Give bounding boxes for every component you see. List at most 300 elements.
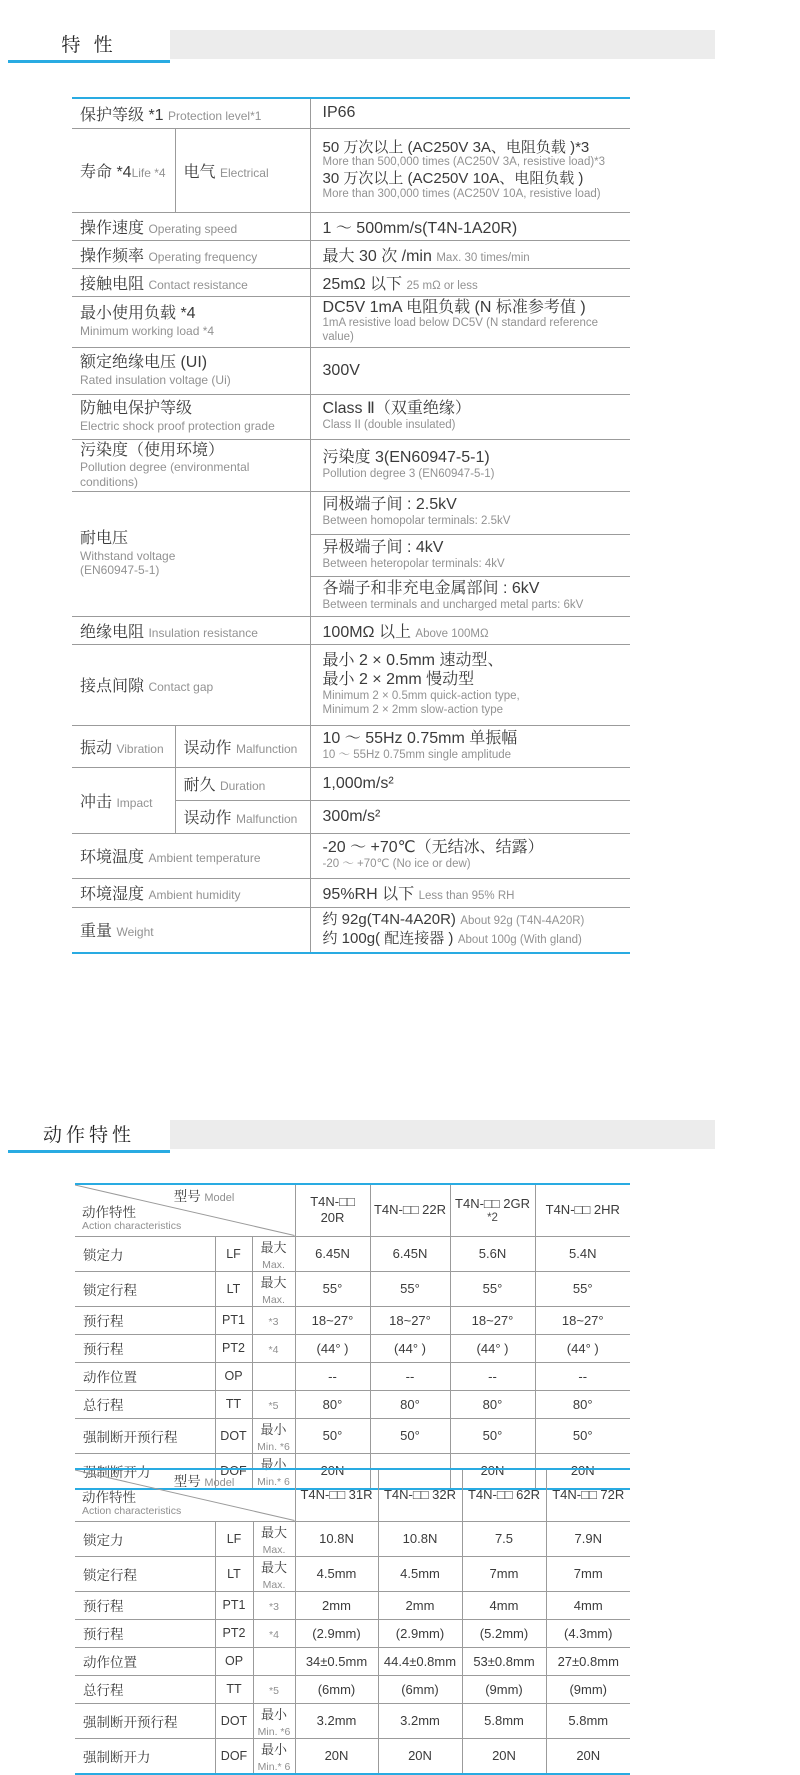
row-qualifier xyxy=(253,1521,295,1556)
cell-value: 55° xyxy=(370,1271,450,1306)
section-header-bar xyxy=(170,30,715,59)
cell-value xyxy=(310,725,630,767)
cell-value: 55° xyxy=(450,1271,535,1306)
row-label xyxy=(72,644,310,725)
row-label: 锁定行程 xyxy=(75,1271,215,1306)
row-label: 锁定力 xyxy=(75,1236,215,1271)
qualifier-zh: 最小 xyxy=(260,1421,287,1437)
zh-text: 保护等级 *1 xyxy=(80,106,164,124)
cell-value: 20N xyxy=(295,1453,370,1489)
row-label xyxy=(72,394,310,439)
qualifier-en: *4 xyxy=(269,1628,279,1641)
column-header: T4N-□□ 31R xyxy=(295,1469,378,1521)
row-qualifier xyxy=(253,1703,295,1738)
qualifier-en: Min.* 6 xyxy=(257,1760,291,1773)
action-table-2 xyxy=(75,1468,630,1775)
zh-text: 防触电保护等级 xyxy=(80,399,193,417)
row-label: 预行程 xyxy=(75,1591,215,1619)
en-text: Operating frequency xyxy=(148,249,258,264)
action-row xyxy=(75,1334,630,1362)
row-code: DOF xyxy=(215,1738,253,1774)
row-qualifier xyxy=(252,1271,295,1306)
qualifier-en: Min. *6 xyxy=(257,1440,290,1453)
zh-text: 耐电压 xyxy=(80,530,129,548)
qualifier-en: *5 xyxy=(268,1399,279,1412)
en-text: Weight xyxy=(116,925,154,940)
en-text: Model xyxy=(204,1477,235,1489)
spec-row-operating-frequency xyxy=(72,240,630,268)
value-en: Between terminals and uncharged metal parts: 6kV xyxy=(322,598,584,611)
en-text: Protection level*1 xyxy=(168,108,262,123)
cell-value: 5.8mm xyxy=(546,1703,630,1738)
cell-value: 7mm xyxy=(462,1556,546,1591)
action-row xyxy=(75,1362,630,1390)
spec-row-vibration xyxy=(72,725,630,767)
cell-value: 3.2mm xyxy=(295,1703,378,1738)
value-zh: 约 92g(T4N-4A20R) xyxy=(322,911,456,929)
zh-text: 环境温度 xyxy=(80,849,145,867)
action-row xyxy=(75,1703,630,1738)
spec-row-contact-resistance xyxy=(72,268,630,296)
row-label: 总行程 xyxy=(75,1675,215,1703)
cell-value: (9mm) xyxy=(462,1675,546,1703)
en-text: Impact xyxy=(116,795,153,810)
section-title-box xyxy=(8,1120,170,1153)
row-label xyxy=(72,347,310,394)
cell-value xyxy=(310,616,630,644)
cell-value: 80° xyxy=(450,1390,535,1418)
zh-text: 接触电阻 xyxy=(80,275,145,293)
value-zh: 约 100g( 配连接器 ) xyxy=(322,929,454,947)
action-row xyxy=(75,1591,630,1619)
value-en: 10 ～ 55Hz 0.75mm single amplitude xyxy=(322,748,512,761)
qualifier-zh: 最大 xyxy=(260,1239,287,1255)
row-qualifier xyxy=(253,1591,295,1619)
en-text: Contact gap xyxy=(148,680,214,695)
value-en: Max. 30 times/min xyxy=(436,251,530,264)
row-code: LF xyxy=(215,1236,252,1271)
spec-row-contact-gap xyxy=(72,644,630,725)
cell-value: 10.8N xyxy=(378,1521,462,1556)
qualifier-en: Max. xyxy=(262,1578,286,1591)
row-label: 预行程 xyxy=(75,1306,215,1334)
value-en: Pollution degree 3 (EN60947-5-1) xyxy=(322,467,495,480)
cell-value xyxy=(310,800,630,833)
en-text: Contact resistance xyxy=(148,277,248,292)
row-label xyxy=(72,725,175,767)
cell-value: 18~27° xyxy=(295,1306,370,1334)
column-header: T4N-□□ 2HR xyxy=(535,1184,630,1236)
value-en: 1mA resistive load below DC5V (N standard reference value) xyxy=(322,317,599,343)
row-qualifier xyxy=(252,1418,295,1453)
cell-value: 20N xyxy=(535,1453,630,1489)
zh-text: 环境湿度 xyxy=(80,886,145,904)
column-header: T4N-□□ 72R xyxy=(546,1469,630,1521)
column-header: T4N-□□ 22R xyxy=(370,1184,450,1236)
spec-row-pollution-degree xyxy=(72,439,630,491)
row-label: 锁定行程 xyxy=(75,1556,215,1591)
value-zh: DC5V 1mA 电阻负载 (N 标准参考值 ) xyxy=(322,298,586,316)
row-label: 动作位置 xyxy=(75,1647,215,1675)
row-code: PT1 xyxy=(215,1306,252,1334)
action-table-2-container xyxy=(75,1468,630,1775)
cell-value: 20N xyxy=(546,1738,630,1774)
cell-value xyxy=(310,240,630,268)
value-zh: -20 ～ +70℃（无结冰、结露） xyxy=(322,839,544,857)
spec-row-protection xyxy=(72,98,630,128)
row-code: TT xyxy=(215,1390,252,1418)
en-text: Rated insulation voltage (Ui) xyxy=(80,372,231,387)
qualifier-zh: 最大 xyxy=(260,1559,287,1575)
value-zh: 最大 30 次 /min xyxy=(322,247,432,265)
row-label xyxy=(72,833,310,878)
action-row xyxy=(75,1556,630,1591)
cell-value xyxy=(310,128,630,212)
row-qualifier xyxy=(252,1306,295,1334)
cell-value: -- xyxy=(370,1362,450,1390)
qualifier-en: *3 xyxy=(269,1600,279,1613)
zh-text: 额定绝缘电压 (UI) xyxy=(80,353,208,371)
row-qualifier xyxy=(252,1236,295,1271)
cell-value: 27±0.8mm xyxy=(546,1647,630,1675)
row-code: DOF xyxy=(215,1453,252,1489)
en-text: Life *4 xyxy=(131,165,166,180)
section-header-action-characteristics xyxy=(8,1120,715,1160)
action-row xyxy=(75,1390,630,1418)
en-text: Model xyxy=(204,1192,235,1204)
cell-value: 4mm xyxy=(462,1591,546,1619)
action-row xyxy=(75,1619,630,1647)
row-label xyxy=(72,212,310,240)
zh-text: 动作特性 xyxy=(82,1489,136,1505)
value-zh: 最小 2 × 2mm 慢动型 xyxy=(322,671,475,689)
value-zh: 95%RH 以下 xyxy=(322,886,415,904)
cell-value xyxy=(310,907,630,953)
row-qualifier xyxy=(253,1619,295,1647)
column-header: T4N-□□ 62R xyxy=(462,1469,546,1521)
action-row xyxy=(75,1738,630,1774)
cell-value: 20N xyxy=(462,1738,546,1774)
row-label: 强制断开预行程 xyxy=(75,1703,215,1738)
row-label: 强制断开力 xyxy=(75,1453,215,1489)
cell-value: -- xyxy=(450,1362,535,1390)
en-text: Action characteristics xyxy=(82,1220,182,1233)
en-text: Pollution degree (environmental conditions) xyxy=(80,460,250,489)
value-en: Minimum 2 × 2mm slow-action type xyxy=(322,703,504,716)
cell-value: 20N xyxy=(295,1738,378,1774)
zh-text: 污染度（使用环境） xyxy=(80,441,225,459)
zh-text: 绝缘电阻 xyxy=(80,623,145,641)
en-text: Electric shock proof protection grade xyxy=(80,418,275,433)
column-header xyxy=(450,1184,535,1236)
row-sublabel xyxy=(175,767,310,800)
cell-value: 55° xyxy=(295,1271,370,1306)
action-header-row xyxy=(75,1184,630,1236)
corner-model-label xyxy=(174,1189,235,1206)
row-label: 强制断开预行程 xyxy=(75,1418,215,1453)
cell-value: 53±0.8mm xyxy=(462,1647,546,1675)
row-label xyxy=(72,240,310,268)
corner-cell xyxy=(75,1469,295,1521)
value-text: 300V xyxy=(322,361,360,379)
zh-text: 操作频率 xyxy=(80,247,145,265)
value-zh: 100MΩ 以上 xyxy=(322,623,411,641)
cell-value: 7mm xyxy=(546,1556,630,1591)
action-row xyxy=(75,1271,630,1306)
zh-text: 重量 xyxy=(80,923,113,941)
cell-value: 4mm xyxy=(546,1591,630,1619)
spec-table xyxy=(72,97,630,954)
cell-value: 6.45N xyxy=(370,1236,450,1271)
cell-value: 5.4N xyxy=(535,1236,630,1271)
qualifier-zh: 最大 xyxy=(260,1524,287,1540)
cell-value: 80° xyxy=(535,1390,630,1418)
cell-value: 5.8mm xyxy=(462,1703,546,1738)
value-zh: 最小 2 × 0.5mm 速动型、 xyxy=(322,652,504,670)
spec-row-shock-protection xyxy=(72,394,630,439)
qualifier-en: *4 xyxy=(268,1343,279,1356)
cell-value: 5.6N xyxy=(450,1236,535,1271)
value-zh: 同极端子间 : 2.5kV xyxy=(322,496,457,514)
row-label xyxy=(72,439,310,491)
value-en: Less than 95% RH xyxy=(418,890,515,903)
zh-text: 最小使用负载 *4 xyxy=(80,304,196,322)
cell-value: 50° xyxy=(450,1418,535,1453)
cell-value xyxy=(310,644,630,725)
cell-value xyxy=(310,878,630,907)
cell-value xyxy=(310,268,630,296)
row-sublabel xyxy=(175,725,310,767)
cell-value: (44° ) xyxy=(295,1334,370,1362)
row-qualifier xyxy=(252,1362,295,1390)
cell-value: 44.4±0.8mm xyxy=(378,1647,462,1675)
column-header-text: T4N-□□ 2GR xyxy=(455,1195,530,1211)
cell-value: 2mm xyxy=(378,1591,462,1619)
cell-value: 10.8N xyxy=(295,1521,378,1556)
row-qualifier xyxy=(253,1675,295,1703)
cell-value: 4.5mm xyxy=(378,1556,462,1591)
value-en: Above 100MΩ xyxy=(415,627,489,640)
value-en: About 100g (With gland) xyxy=(457,933,582,946)
action-row xyxy=(75,1647,630,1675)
value-en: More than 500,000 times (AC250V 3A, resistive load)*3 xyxy=(322,156,606,169)
spec-row-ambient-humidity xyxy=(72,878,630,907)
row-label: 动作位置 xyxy=(75,1362,215,1390)
row-code: PT1 xyxy=(215,1591,253,1619)
zh-text: 接点间隙 xyxy=(80,678,145,696)
cell-value xyxy=(310,394,630,439)
corner-action-label xyxy=(82,1205,181,1233)
row-code: DOT xyxy=(215,1418,252,1453)
action-row xyxy=(75,1306,630,1334)
cell-value: (2.9mm) xyxy=(378,1619,462,1647)
spec-row-operating-speed xyxy=(72,212,630,240)
row-sublabel xyxy=(175,800,310,833)
spec-table-container xyxy=(72,97,630,954)
cell-value: (44° ) xyxy=(450,1334,535,1362)
value-en: 25 mΩ or less xyxy=(406,279,478,292)
row-label xyxy=(72,878,310,907)
cell-value: 55° xyxy=(535,1271,630,1306)
zh-text: 操作速度 xyxy=(80,219,145,237)
en-text: Ambient humidity xyxy=(148,888,241,903)
section-title: 特 性 xyxy=(61,35,117,56)
spec-row-life xyxy=(72,128,630,212)
cell-value: 18~27° xyxy=(370,1306,450,1334)
row-code: DOT xyxy=(215,1703,253,1738)
row-label: 总行程 xyxy=(75,1390,215,1418)
row-code: PT2 xyxy=(215,1619,253,1647)
cell-value: (2.9mm) xyxy=(295,1619,378,1647)
row-label xyxy=(72,767,175,833)
qualifier-zh: 最小 xyxy=(260,1456,287,1472)
en-text: Insulation resistance xyxy=(148,625,258,640)
zh-text: 耐久 xyxy=(183,777,216,795)
cell-value: 80° xyxy=(370,1390,450,1418)
row-qualifier xyxy=(253,1556,295,1591)
action-header-row xyxy=(75,1469,630,1521)
cell-value xyxy=(310,98,630,128)
cell-value: 3.2mm xyxy=(378,1703,462,1738)
column-header-note: *2 xyxy=(487,1212,498,1225)
section-header-characteristics xyxy=(8,30,715,70)
corner-action-label xyxy=(82,1490,181,1518)
value-zh: 10 ～ 55Hz 0.75mm 单振幅 xyxy=(322,729,518,747)
en-text: Malfunction xyxy=(235,741,298,756)
spec-row-weight xyxy=(72,907,630,953)
cell-value xyxy=(310,576,630,616)
cell-value: 20N xyxy=(450,1453,535,1489)
value-en: Between homopolar terminals: 2.5kV xyxy=(322,515,511,528)
en-text: (EN60947-5-1) xyxy=(80,563,160,578)
row-label: 预行程 xyxy=(75,1619,215,1647)
cell-value: 20N xyxy=(378,1738,462,1774)
cell-value xyxy=(310,212,630,240)
en-text: Malfunction xyxy=(235,812,298,827)
row-code: LT xyxy=(215,1556,253,1591)
cell-value: -- xyxy=(295,1362,370,1390)
corner-cell xyxy=(75,1184,295,1236)
row-code: LF xyxy=(215,1521,253,1556)
qualifier-zh: 最小 xyxy=(260,1706,287,1722)
zh-text: 振动 xyxy=(80,739,113,757)
qualifier-en: Max. xyxy=(262,1293,285,1306)
row-sublabel xyxy=(175,128,310,212)
cell-value: 50° xyxy=(295,1418,370,1453)
qualifier-en: Min. *6 xyxy=(257,1725,291,1738)
cell-value xyxy=(310,347,630,394)
qualifier-en: Max. xyxy=(262,1258,285,1271)
section-title: 动作特性 xyxy=(42,1125,135,1146)
cell-value: 50° xyxy=(535,1418,630,1453)
value-zh: Class Ⅱ（双重绝缘） xyxy=(322,400,471,418)
qualifier-en: Min.* 6 xyxy=(257,1475,290,1488)
action-row xyxy=(75,1521,630,1556)
en-text: Duration xyxy=(219,779,266,794)
cell-value: 50° xyxy=(370,1418,450,1453)
cell-value: 7.9N xyxy=(546,1521,630,1556)
en-text: Minimum working load *4 xyxy=(80,323,215,338)
cell-value: (5.2mm) xyxy=(462,1619,546,1647)
value-zh: 30 万次以上 (AC250V 10A、电阻负载 ) xyxy=(322,170,584,187)
row-label: 预行程 xyxy=(75,1334,215,1362)
spec-row-ambient-temperature xyxy=(72,833,630,878)
row-label xyxy=(72,98,310,128)
row-qualifier xyxy=(252,1334,295,1362)
zh-text: 误动作 xyxy=(183,739,232,757)
cell-value: (9mm) xyxy=(546,1675,630,1703)
cell-value: (6mm) xyxy=(295,1675,378,1703)
spec-row-withstand-voltage xyxy=(72,491,630,534)
row-qualifier xyxy=(253,1647,295,1675)
value-zh: 污染度 3(EN60947-5-1) xyxy=(322,448,490,466)
zh-text: 冲击 xyxy=(80,793,113,811)
cell-value: -- xyxy=(535,1362,630,1390)
row-label xyxy=(72,907,310,953)
cell-value xyxy=(310,534,630,576)
cell-value: 34±0.5mm xyxy=(295,1647,378,1675)
row-label xyxy=(72,491,310,616)
zh-text: 误动作 xyxy=(183,810,232,828)
value-en: Minimum 2 × 0.5mm quick-action type, xyxy=(322,690,520,702)
qualifier-en: *3 xyxy=(268,1315,279,1328)
cell-value: 4.5mm xyxy=(295,1556,378,1591)
section-title-box xyxy=(8,30,170,63)
value-text: IP66 xyxy=(322,104,356,122)
row-qualifier xyxy=(252,1390,295,1418)
cell-value xyxy=(310,767,630,800)
cell-value xyxy=(310,296,630,347)
action-table-1-container xyxy=(75,1183,630,1490)
row-code: LT xyxy=(215,1271,252,1306)
value-zh: 异极端子间 : 4kV xyxy=(322,538,444,556)
qualifier-zh: 最大 xyxy=(260,1274,287,1290)
value-en: More than 300,000 times (AC250V 10A, resistive load) xyxy=(322,187,601,200)
zh-text: 动作特性 xyxy=(82,1204,136,1220)
en-text: Ambient temperature xyxy=(148,851,261,866)
en-text: Operating speed xyxy=(148,221,238,236)
zh-text: 型号 xyxy=(173,1189,201,1204)
corner-model-label xyxy=(174,1474,235,1491)
cell-value: 80° xyxy=(295,1390,370,1418)
action-row xyxy=(75,1675,630,1703)
row-label xyxy=(72,616,310,644)
row-code: PT2 xyxy=(215,1334,252,1362)
value-zh: 25mΩ 以下 xyxy=(322,275,403,293)
spec-row-insulation-resistance xyxy=(72,616,630,644)
qualifier-en: Max. xyxy=(262,1543,286,1556)
zh-text: 寿命 *4 xyxy=(80,163,132,181)
column-header: T4N-□□ 20R xyxy=(295,1184,370,1236)
cell-value xyxy=(310,491,630,534)
cell-value: 18~27° xyxy=(535,1306,630,1334)
row-label xyxy=(72,128,175,212)
cell-value: (44° ) xyxy=(535,1334,630,1362)
cell-value: 6.45N xyxy=(295,1236,370,1271)
cell-value: 18~27° xyxy=(450,1306,535,1334)
value-en: Class II (double insulated) xyxy=(322,419,456,432)
action-row xyxy=(75,1236,630,1271)
section-header-bar xyxy=(170,1120,715,1149)
row-code: OP xyxy=(215,1647,253,1675)
en-text: Electrical xyxy=(219,165,269,180)
row-code: OP xyxy=(215,1362,252,1390)
row-label: 锁定力 xyxy=(75,1521,215,1556)
qualifier-zh: 最小 xyxy=(260,1741,287,1757)
value-zh: 各端子和非充电金属部间 : 6kV xyxy=(322,579,540,597)
cell-value: 7.5 xyxy=(462,1521,546,1556)
value-en: About 92g (T4N-4A20R) xyxy=(460,915,585,928)
